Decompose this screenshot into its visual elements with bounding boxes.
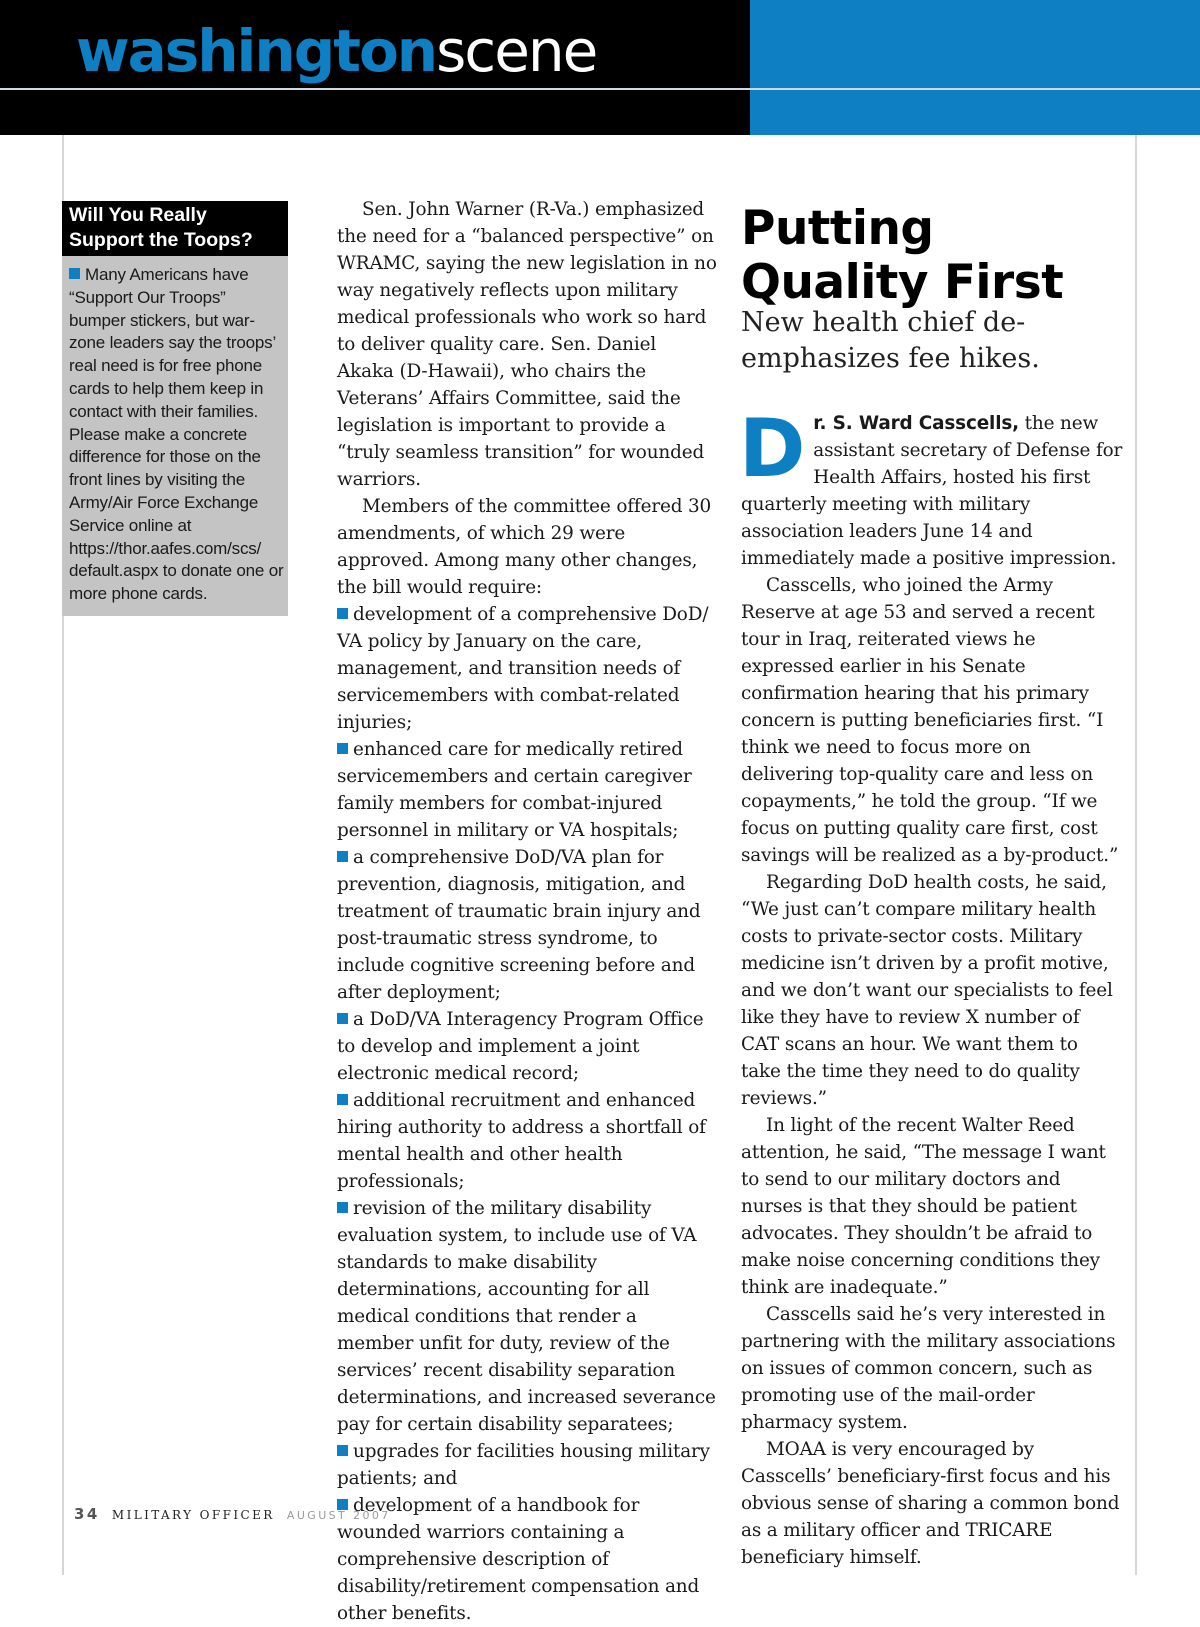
article-headline	[741, 202, 1063, 310]
list-item-text: revision of the military disability evaluation system, to include use of VA standards to make disability determinations, accounting for all medical conditions that render a member unfit for duty, review of the services’ recent disability separation determinations, and increased severance pay for certain disability separatees;	[337, 1198, 716, 1435]
list-item-text: additional recruitment and enhanced hiring authority to address a shortfall of mental health and other health professionals;	[337, 1090, 706, 1192]
list-item-text: upgrades for facilities housing military patients; and	[337, 1441, 710, 1489]
list-item-text: enhanced care for medically retired servicemembers and certain caregiver family members for combat-injured personnel in military or VA hospitals;	[337, 739, 692, 841]
paragraph: In light of the recent Walter Reed attention, he said, “The message I want to send to our military doctors and nurses is that they should be patient advocates. They shouldn’t be afraid to make noise concerning conditions they think are inadequate.”	[741, 1115, 1106, 1298]
paragraph: Casscells said he’s very interested in partnering with the military associations on issues of common concern, such as promoting use of the mail-order pharmacy system.	[741, 1304, 1116, 1433]
paragraph: Members of the committee offered 30 amendments, of which 29 were approved. Among many other changes, the bill would require:	[337, 496, 712, 598]
paragraph: Casscells, who joined the Army Reserve at age 53 and served a recent tour in Iraq, reiterated views he expressed earlier in his Senate confirmation hearing that his primary concern is putting beneficiaries first. “I think we need to focus more on delivering top-quality care and less on copayments,” he told the group. “If we focus on putting quality care first, cost savings will be realized as a by-product.”	[741, 575, 1119, 866]
lead-name: r. S. Ward Casscells,	[813, 413, 1019, 434]
bullet-square-icon	[337, 1445, 348, 1456]
list-item	[337, 601, 717, 736]
right-page-rule	[1135, 135, 1137, 1575]
headline-line-2: Quality First	[741, 255, 1064, 310]
paragraph: Regarding DoD health costs, he said, “We just can’t compare military health costs to private-sector costs. Military medicine isn’t driven by a profit motive, and we don’t want our specialists to feel like they have to review X number of CAT scans an hour. We want them to take the time they need to do quality reviews.”	[741, 872, 1113, 1109]
bullet-square-icon	[337, 743, 348, 754]
page-footer	[74, 1505, 391, 1523]
list-item	[337, 736, 717, 844]
list-item-text: a DoD/VA Interagency Program Office to develop and implement a joint electronic medical record;	[337, 1009, 704, 1084]
list-item-text: development of a comprehensive DoD/ VA policy by January on the care, management, and transition needs of servicemembers with combat-related injuries;	[337, 604, 709, 733]
drop-cap: D	[739, 402, 806, 495]
list-item	[337, 1006, 717, 1087]
list-item	[337, 1492, 717, 1627]
sidebar-body	[62, 256, 288, 616]
bullet-square-icon	[337, 1094, 348, 1105]
sidebar-title: Will You Really Support the Toops?	[62, 201, 288, 256]
list-item	[337, 844, 717, 1006]
list-item	[337, 1195, 717, 1438]
section-title-light: scene	[436, 17, 597, 85]
section-title	[76, 17, 597, 85]
bullet-square-icon	[337, 1013, 348, 1024]
sidebar-box	[62, 201, 288, 616]
bullet-square-icon	[69, 268, 80, 279]
page-number: 34	[74, 1505, 100, 1523]
bullet-square-icon	[337, 851, 348, 862]
masthead-blue-panel	[750, 0, 1200, 135]
list-item	[337, 1438, 717, 1492]
magazine-name: MILITARY OFFICER	[111, 1508, 275, 1522]
list-item-text: development of a handbook for wounded warriors containing a comprehensive description of disability/retirement compensation and other benefits.	[337, 1495, 700, 1624]
masthead-rule	[0, 88, 1200, 90]
right-column	[739, 402, 1123, 1571]
headline-line-1: Putting	[741, 201, 934, 256]
list-item	[337, 1087, 717, 1195]
section-title-strong: washington	[76, 17, 437, 85]
article-deck: New health chief de-emphasizes fee hikes.	[741, 307, 1040, 374]
paragraph: Sen. John Warner (R-Va.) emphasized the need for a “balanced perspective” on WRAMC, saying the new legislation in no way negatively reflects upon military medical professionals who work so hard to deliver quality care. Sen. Daniel Akaka (D-Hawaii), who chairs the Veterans’ Affairs Committee, said the legislation is important to provide a “truly seamless transition” for wounded warriors.	[337, 199, 717, 490]
middle-column	[337, 196, 717, 1627]
paragraph: MOAA is very encouraged by Casscells’ beneficiary-first focus and his obvious sense of sharing a common bond as a military officer and TRICARE beneficiary himself.	[741, 1439, 1120, 1568]
masthead	[0, 0, 1200, 135]
bullet-square-icon	[337, 608, 348, 619]
issue-date: AUGUST 2007	[286, 1509, 391, 1522]
list-item-text: a comprehensive DoD/VA plan for prevention, diagnosis, mitigation, and treatment of traumatic brain injury and post-traumatic stress syndrome, to include cognitive screening before and after deployment;	[337, 847, 701, 1003]
bullet-square-icon	[337, 1202, 348, 1213]
sidebar-text: Many Americans have “Support Our Troops” bumper stickers, but war-zone leaders say the troops’ real need is for free phone cards to help them keep in contact with their families. Please make a concrete difference for those on the front lines by visiting the Army/Air Force Exchange Service online at https://thor.aafes.com/scs/ default.aspx to donate one or more phone cards.	[69, 265, 284, 604]
lead-paragraph	[739, 402, 1123, 572]
lead-text: the new assistant secretary of Defense for Health Affairs, hosted his first quarterly meeting with military association leaders June 14 and immediately made a positive impression.	[741, 413, 1123, 569]
